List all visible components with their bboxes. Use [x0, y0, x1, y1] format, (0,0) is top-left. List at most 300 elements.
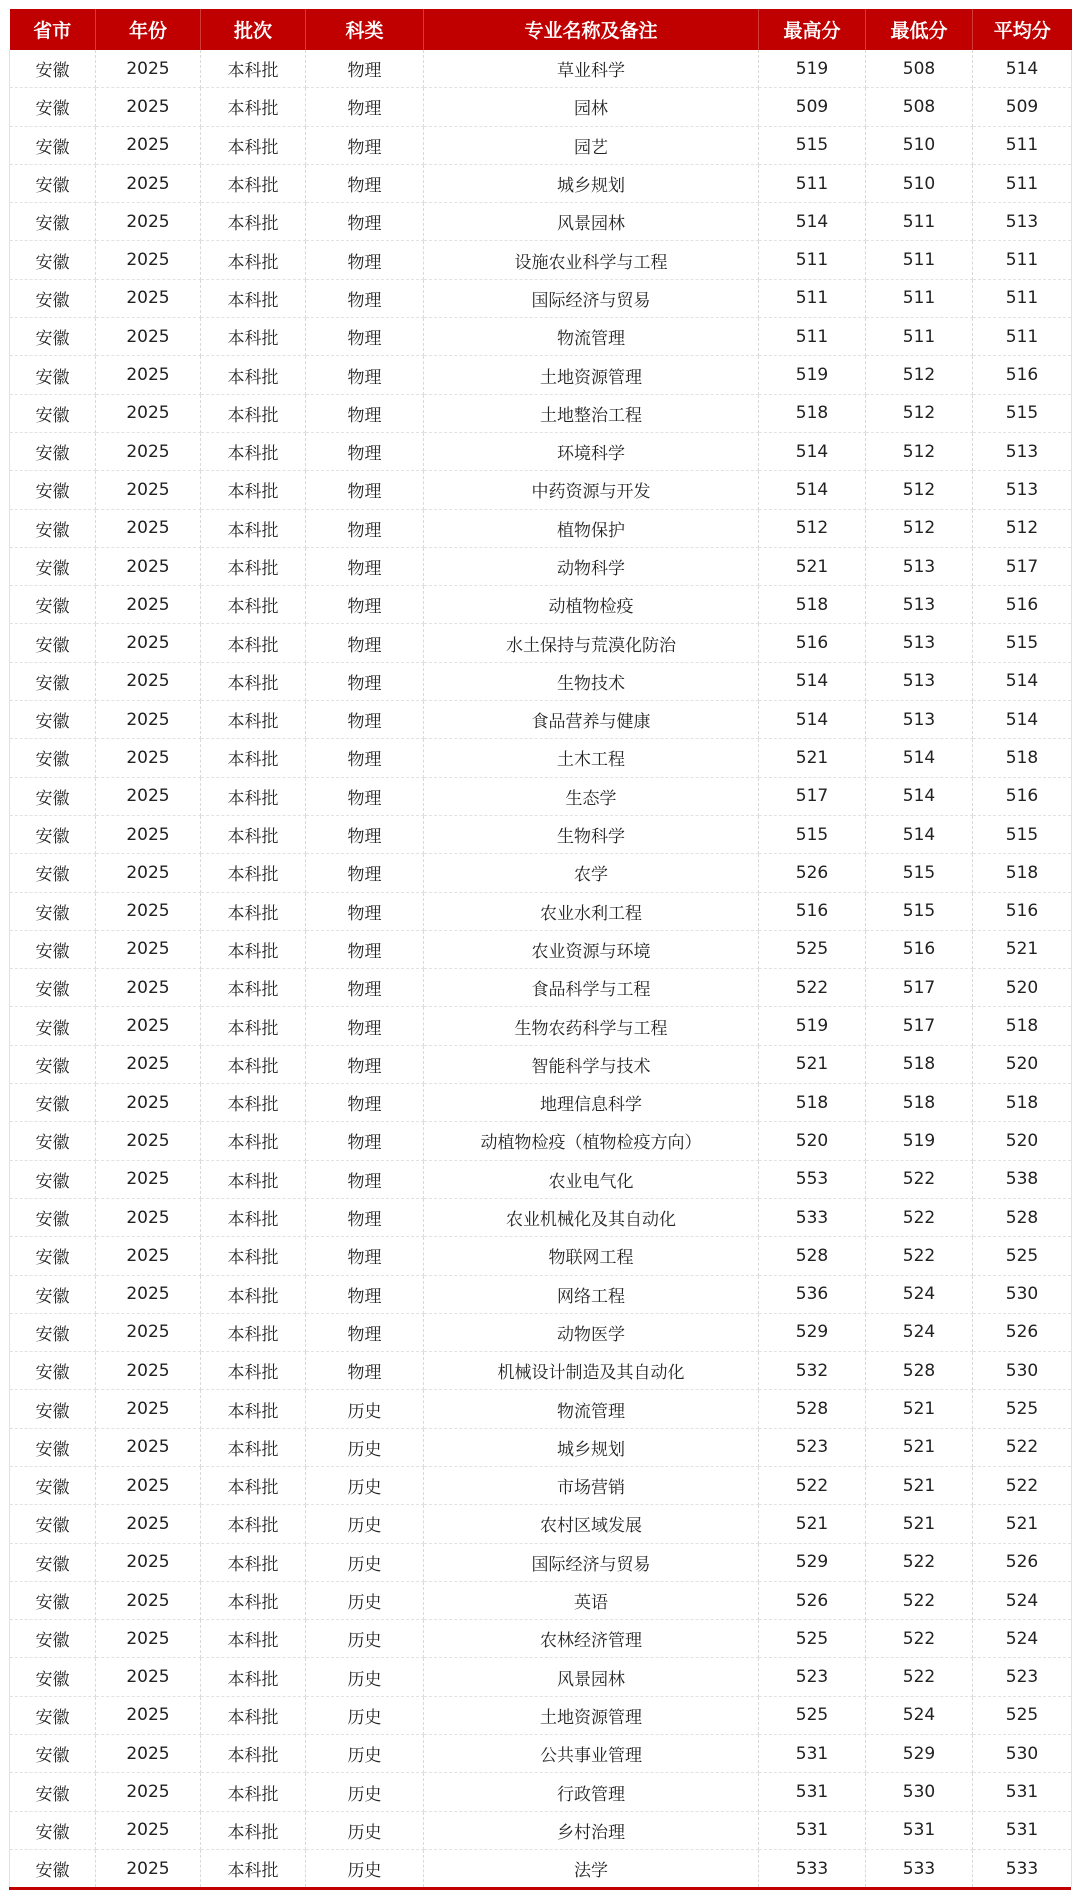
avg-score-cell: 514: [973, 701, 1072, 739]
table-row: [10, 126, 1072, 164]
province-cell: 安徽: [10, 1849, 96, 1887]
year-cell: 2025: [96, 1696, 201, 1734]
max-score-cell: 511: [759, 318, 866, 356]
min-score-cell: 524: [866, 1275, 973, 1313]
max-score-cell: 519: [759, 50, 866, 88]
table-row: [10, 1849, 1072, 1887]
avg-score-cell: 521: [973, 1505, 1072, 1543]
max-score-cell: 528: [759, 1390, 866, 1428]
max-score-cell: 553: [759, 1160, 866, 1198]
table-row: [10, 164, 1072, 202]
min-score-cell: 514: [866, 815, 973, 853]
major-name-cell: 物联网工程: [424, 1237, 759, 1275]
subject-category-cell: 物理: [306, 1160, 424, 1198]
year-cell: 2025: [96, 1505, 201, 1543]
subject-category-cell: 物理: [306, 969, 424, 1007]
subject-category-cell: 物理: [306, 1084, 424, 1122]
province-cell: 安徽: [10, 777, 96, 815]
major-name-cell: 中药资源与开发: [424, 471, 759, 509]
max-score-cell: 525: [759, 1696, 866, 1734]
year-cell: 2025: [96, 701, 201, 739]
subject-category-cell: 物理: [306, 164, 424, 202]
batch-cell: 本科批: [201, 624, 306, 662]
table-row: [10, 547, 1072, 585]
batch-cell: 本科批: [201, 1581, 306, 1619]
major-name-cell: 城乡规划: [424, 164, 759, 202]
min-score-cell: 510: [866, 164, 973, 202]
major-name-cell: 物流管理: [424, 1390, 759, 1428]
min-score-cell: 512: [866, 471, 973, 509]
batch-cell: 本科批: [201, 471, 306, 509]
year-cell: 2025: [96, 969, 201, 1007]
province-cell: 安徽: [10, 1275, 96, 1313]
subject-category-cell: 历史: [306, 1390, 424, 1428]
avg-score-cell: 530: [973, 1352, 1072, 1390]
min-score-cell: 515: [866, 892, 973, 930]
year-cell: 2025: [96, 126, 201, 164]
header-avg-score: 平均分: [973, 9, 1072, 50]
year-cell: 2025: [96, 777, 201, 815]
min-score-cell: 518: [866, 1045, 973, 1083]
year-cell: 2025: [96, 471, 201, 509]
min-score-cell: 511: [866, 203, 973, 241]
major-name-cell: 风景园林: [424, 203, 759, 241]
major-name-cell: 园林: [424, 88, 759, 126]
batch-cell: 本科批: [201, 1773, 306, 1811]
province-cell: 安徽: [10, 318, 96, 356]
major-name-cell: 植物保护: [424, 509, 759, 547]
table-row: [10, 1390, 1072, 1428]
avg-score-cell: 525: [973, 1390, 1072, 1428]
table-row: [10, 318, 1072, 356]
subject-category-cell: 物理: [306, 547, 424, 585]
table-row: [10, 815, 1072, 853]
table-row: [10, 701, 1072, 739]
subject-category-cell: 物理: [306, 1045, 424, 1083]
batch-cell: 本科批: [201, 892, 306, 930]
major-name-cell: 农业机械化及其自动化: [424, 1198, 759, 1236]
major-name-cell: 城乡规划: [424, 1428, 759, 1466]
min-score-cell: 522: [866, 1658, 973, 1696]
year-cell: 2025: [96, 1007, 201, 1045]
table-row: [10, 892, 1072, 930]
subject-category-cell: 物理: [306, 318, 424, 356]
min-score-cell: 514: [866, 777, 973, 815]
min-score-cell: 517: [866, 969, 973, 1007]
major-name-cell: 土木工程: [424, 739, 759, 777]
batch-cell: 本科批: [201, 930, 306, 968]
province-cell: 安徽: [10, 1581, 96, 1619]
year-cell: 2025: [96, 892, 201, 930]
max-score-cell: 522: [759, 969, 866, 1007]
header-subject-category: 科类: [306, 9, 424, 50]
province-cell: 安徽: [10, 1122, 96, 1160]
batch-cell: 本科批: [201, 88, 306, 126]
max-score-cell: 514: [759, 432, 866, 470]
table-row: [10, 1122, 1072, 1160]
max-score-cell: 521: [759, 1505, 866, 1543]
province-cell: 安徽: [10, 1428, 96, 1466]
year-cell: 2025: [96, 394, 201, 432]
header-major-name: 专业名称及备注: [424, 9, 759, 50]
avg-score-cell: 515: [973, 815, 1072, 853]
batch-cell: 本科批: [201, 1045, 306, 1083]
batch-cell: 本科批: [201, 1696, 306, 1734]
max-score-cell: 521: [759, 739, 866, 777]
batch-cell: 本科批: [201, 1505, 306, 1543]
avg-score-cell: 518: [973, 1007, 1072, 1045]
subject-category-cell: 物理: [306, 815, 424, 853]
batch-cell: 本科批: [201, 509, 306, 547]
subject-category-cell: 物理: [306, 1313, 424, 1351]
header-province: 省市: [10, 9, 96, 50]
avg-score-cell: 515: [973, 394, 1072, 432]
province-cell: 安徽: [10, 815, 96, 853]
max-score-cell: 525: [759, 930, 866, 968]
table-row: [10, 930, 1072, 968]
subject-category-cell: 物理: [306, 662, 424, 700]
min-score-cell: 531: [866, 1811, 973, 1849]
min-score-cell: 518: [866, 1084, 973, 1122]
table-row: [10, 1658, 1072, 1696]
province-cell: 安徽: [10, 471, 96, 509]
subject-category-cell: 物理: [306, 394, 424, 432]
avg-score-cell: 526: [973, 1313, 1072, 1351]
table-row: [10, 854, 1072, 892]
min-score-cell: 521: [866, 1428, 973, 1466]
batch-cell: 本科批: [201, 50, 306, 88]
avg-score-cell: 518: [973, 739, 1072, 777]
avg-score-cell: 522: [973, 1428, 1072, 1466]
major-name-cell: 农林经济管理: [424, 1620, 759, 1658]
batch-cell: 本科批: [201, 1620, 306, 1658]
year-cell: 2025: [96, 241, 201, 279]
max-score-cell: 512: [759, 509, 866, 547]
major-name-cell: 农业电气化: [424, 1160, 759, 1198]
max-score-cell: 532: [759, 1352, 866, 1390]
header-min-score: 最低分: [866, 9, 973, 50]
table-row: [10, 1007, 1072, 1045]
min-score-cell: 517: [866, 1007, 973, 1045]
avg-score-cell: 520: [973, 1122, 1072, 1160]
avg-score-cell: 531: [973, 1773, 1072, 1811]
subject-category-cell: 物理: [306, 471, 424, 509]
subject-category-cell: 物理: [306, 586, 424, 624]
major-name-cell: 农业水利工程: [424, 892, 759, 930]
province-cell: 安徽: [10, 892, 96, 930]
batch-cell: 本科批: [201, 432, 306, 470]
avg-score-cell: 531: [973, 1811, 1072, 1849]
province-cell: 安徽: [10, 930, 96, 968]
major-name-cell: 地理信息科学: [424, 1084, 759, 1122]
year-cell: 2025: [96, 1466, 201, 1504]
year-cell: 2025: [96, 1160, 201, 1198]
year-cell: 2025: [96, 930, 201, 968]
subject-category-cell: 物理: [306, 777, 424, 815]
min-score-cell: 524: [866, 1313, 973, 1351]
table-row: [10, 1811, 1072, 1849]
max-score-cell: 511: [759, 164, 866, 202]
max-score-cell: 528: [759, 1237, 866, 1275]
year-cell: 2025: [96, 279, 201, 317]
province-cell: 安徽: [10, 624, 96, 662]
province-cell: 安徽: [10, 969, 96, 1007]
year-cell: 2025: [96, 509, 201, 547]
batch-cell: 本科批: [201, 739, 306, 777]
table-row: [10, 203, 1072, 241]
bottom-rule: [9, 1887, 1071, 1890]
major-name-cell: 市场营销: [424, 1466, 759, 1504]
max-score-cell: 520: [759, 1122, 866, 1160]
major-name-cell: 环境科学: [424, 432, 759, 470]
subject-category-cell: 物理: [306, 892, 424, 930]
province-cell: 安徽: [10, 1543, 96, 1581]
year-cell: 2025: [96, 1352, 201, 1390]
province-cell: 安徽: [10, 241, 96, 279]
table-row: [10, 1084, 1072, 1122]
batch-cell: 本科批: [201, 777, 306, 815]
province-cell: 安徽: [10, 1007, 96, 1045]
province-cell: 安徽: [10, 1811, 96, 1849]
year-cell: 2025: [96, 586, 201, 624]
avg-score-cell: 509: [973, 88, 1072, 126]
avg-score-cell: 524: [973, 1620, 1072, 1658]
batch-cell: 本科批: [201, 1466, 306, 1504]
min-score-cell: 522: [866, 1581, 973, 1619]
year-cell: 2025: [96, 1198, 201, 1236]
table-row: [10, 1696, 1072, 1734]
batch-cell: 本科批: [201, 1237, 306, 1275]
province-cell: 安徽: [10, 1237, 96, 1275]
max-score-cell: 531: [759, 1773, 866, 1811]
min-score-cell: 511: [866, 241, 973, 279]
batch-cell: 本科批: [201, 969, 306, 1007]
max-score-cell: 518: [759, 1084, 866, 1122]
avg-score-cell: 514: [973, 662, 1072, 700]
max-score-cell: 531: [759, 1735, 866, 1773]
min-score-cell: 519: [866, 1122, 973, 1160]
table-row: [10, 969, 1072, 1007]
batch-cell: 本科批: [201, 1352, 306, 1390]
table-row: [10, 662, 1072, 700]
province-cell: 安徽: [10, 1658, 96, 1696]
subject-category-cell: 物理: [306, 356, 424, 394]
max-score-cell: 509: [759, 88, 866, 126]
table-row: [10, 432, 1072, 470]
table-row: [10, 1160, 1072, 1198]
subject-category-cell: 物理: [306, 241, 424, 279]
max-score-cell: 514: [759, 701, 866, 739]
avg-score-cell: 518: [973, 1084, 1072, 1122]
major-name-cell: 生态学: [424, 777, 759, 815]
province-cell: 安徽: [10, 509, 96, 547]
table-row: [10, 1543, 1072, 1581]
major-name-cell: 风景园林: [424, 1658, 759, 1696]
table-row: [10, 1352, 1072, 1390]
avg-score-cell: 525: [973, 1696, 1072, 1734]
max-score-cell: 515: [759, 815, 866, 853]
province-cell: 安徽: [10, 701, 96, 739]
year-cell: 2025: [96, 815, 201, 853]
max-score-cell: 519: [759, 356, 866, 394]
subject-category-cell: 历史: [306, 1428, 424, 1466]
subject-category-cell: 物理: [306, 1237, 424, 1275]
major-name-cell: 动植物检疫（植物检疫方向）: [424, 1122, 759, 1160]
max-score-cell: 516: [759, 892, 866, 930]
min-score-cell: 512: [866, 394, 973, 432]
avg-score-cell: 522: [973, 1466, 1072, 1504]
table-row: [10, 1428, 1072, 1466]
batch-cell: 本科批: [201, 356, 306, 394]
batch-cell: 本科批: [201, 1084, 306, 1122]
max-score-cell: 522: [759, 1466, 866, 1504]
min-score-cell: 508: [866, 88, 973, 126]
province-cell: 安徽: [10, 126, 96, 164]
major-name-cell: 草业科学: [424, 50, 759, 88]
year-cell: 2025: [96, 547, 201, 585]
major-name-cell: 公共事业管理: [424, 1735, 759, 1773]
province-cell: 安徽: [10, 1198, 96, 1236]
major-name-cell: 法学: [424, 1849, 759, 1887]
table-row: [10, 1735, 1072, 1773]
major-name-cell: 土地资源管理: [424, 356, 759, 394]
max-score-cell: 523: [759, 1658, 866, 1696]
subject-category-cell: 物理: [306, 930, 424, 968]
province-cell: 安徽: [10, 1390, 96, 1428]
max-score-cell: 526: [759, 854, 866, 892]
max-score-cell: 529: [759, 1543, 866, 1581]
min-score-cell: 521: [866, 1466, 973, 1504]
subject-category-cell: 物理: [306, 432, 424, 470]
subject-category-cell: 历史: [306, 1811, 424, 1849]
min-score-cell: 513: [866, 624, 973, 662]
major-name-cell: 物流管理: [424, 318, 759, 356]
major-name-cell: 农业资源与环境: [424, 930, 759, 968]
batch-cell: 本科批: [201, 279, 306, 317]
subject-category-cell: 历史: [306, 1581, 424, 1619]
min-score-cell: 522: [866, 1160, 973, 1198]
major-name-cell: 土地资源管理: [424, 1696, 759, 1734]
max-score-cell: 536: [759, 1275, 866, 1313]
max-score-cell: 529: [759, 1313, 866, 1351]
avg-score-cell: 517: [973, 547, 1072, 585]
min-score-cell: 511: [866, 279, 973, 317]
min-score-cell: 533: [866, 1849, 973, 1887]
batch-cell: 本科批: [201, 1275, 306, 1313]
max-score-cell: 514: [759, 203, 866, 241]
year-cell: 2025: [96, 88, 201, 126]
header-max-score: 最高分: [759, 9, 866, 50]
table-row: [10, 50, 1072, 88]
avg-score-cell: 513: [973, 203, 1072, 241]
batch-cell: 本科批: [201, 203, 306, 241]
batch-cell: 本科批: [201, 394, 306, 432]
min-score-cell: 522: [866, 1620, 973, 1658]
table-row: [10, 739, 1072, 777]
avg-score-cell: 512: [973, 509, 1072, 547]
major-name-cell: 设施农业科学与工程: [424, 241, 759, 279]
major-name-cell: 生物技术: [424, 662, 759, 700]
year-cell: 2025: [96, 432, 201, 470]
subject-category-cell: 物理: [306, 1122, 424, 1160]
year-cell: 2025: [96, 1773, 201, 1811]
year-cell: 2025: [96, 1581, 201, 1619]
year-cell: 2025: [96, 50, 201, 88]
batch-cell: 本科批: [201, 547, 306, 585]
province-cell: 安徽: [10, 662, 96, 700]
subject-category-cell: 物理: [306, 624, 424, 662]
table-row: [10, 356, 1072, 394]
subject-category-cell: 历史: [306, 1849, 424, 1887]
subject-category-cell: 历史: [306, 1773, 424, 1811]
avg-score-cell: 523: [973, 1658, 1072, 1696]
max-score-cell: 533: [759, 1198, 866, 1236]
province-cell: 安徽: [10, 854, 96, 892]
avg-score-cell: 530: [973, 1275, 1072, 1313]
batch-cell: 本科批: [201, 662, 306, 700]
avg-score-cell: 518: [973, 854, 1072, 892]
major-name-cell: 农村区域发展: [424, 1505, 759, 1543]
max-score-cell: 525: [759, 1620, 866, 1658]
province-cell: 安徽: [10, 279, 96, 317]
year-cell: 2025: [96, 1543, 201, 1581]
province-cell: 安徽: [10, 1313, 96, 1351]
avg-score-cell: 521: [973, 930, 1072, 968]
province-cell: 安徽: [10, 394, 96, 432]
year-cell: 2025: [96, 1237, 201, 1275]
batch-cell: 本科批: [201, 1543, 306, 1581]
min-score-cell: 521: [866, 1505, 973, 1543]
major-name-cell: 动物医学: [424, 1313, 759, 1351]
subject-category-cell: 历史: [306, 1620, 424, 1658]
avg-score-cell: 516: [973, 892, 1072, 930]
table-row: [10, 394, 1072, 432]
major-name-cell: 国际经济与贸易: [424, 1543, 759, 1581]
avg-score-cell: 533: [973, 1849, 1072, 1887]
table-row: [10, 1313, 1072, 1351]
province-cell: 安徽: [10, 1466, 96, 1504]
subject-category-cell: 历史: [306, 1543, 424, 1581]
major-name-cell: 农学: [424, 854, 759, 892]
subject-category-cell: 物理: [306, 203, 424, 241]
avg-score-cell: 520: [973, 1045, 1072, 1083]
province-cell: 安徽: [10, 1084, 96, 1122]
year-cell: 2025: [96, 1122, 201, 1160]
major-name-cell: 智能科学与技术: [424, 1045, 759, 1083]
max-score-cell: 515: [759, 126, 866, 164]
max-score-cell: 516: [759, 624, 866, 662]
batch-cell: 本科批: [201, 1658, 306, 1696]
batch-cell: 本科批: [201, 241, 306, 279]
min-score-cell: 516: [866, 930, 973, 968]
subject-category-cell: 物理: [306, 1275, 424, 1313]
table-row: [10, 1620, 1072, 1658]
year-cell: 2025: [96, 1275, 201, 1313]
province-cell: 安徽: [10, 1735, 96, 1773]
province-cell: 安徽: [10, 1620, 96, 1658]
min-score-cell: 529: [866, 1735, 973, 1773]
batch-cell: 本科批: [201, 854, 306, 892]
table-row: [10, 1275, 1072, 1313]
avg-score-cell: 528: [973, 1198, 1072, 1236]
batch-cell: 本科批: [201, 1428, 306, 1466]
max-score-cell: 521: [759, 1045, 866, 1083]
max-score-cell: 517: [759, 777, 866, 815]
min-score-cell: 524: [866, 1696, 973, 1734]
subject-category-cell: 历史: [306, 1696, 424, 1734]
batch-cell: 本科批: [201, 1849, 306, 1887]
min-score-cell: 514: [866, 739, 973, 777]
